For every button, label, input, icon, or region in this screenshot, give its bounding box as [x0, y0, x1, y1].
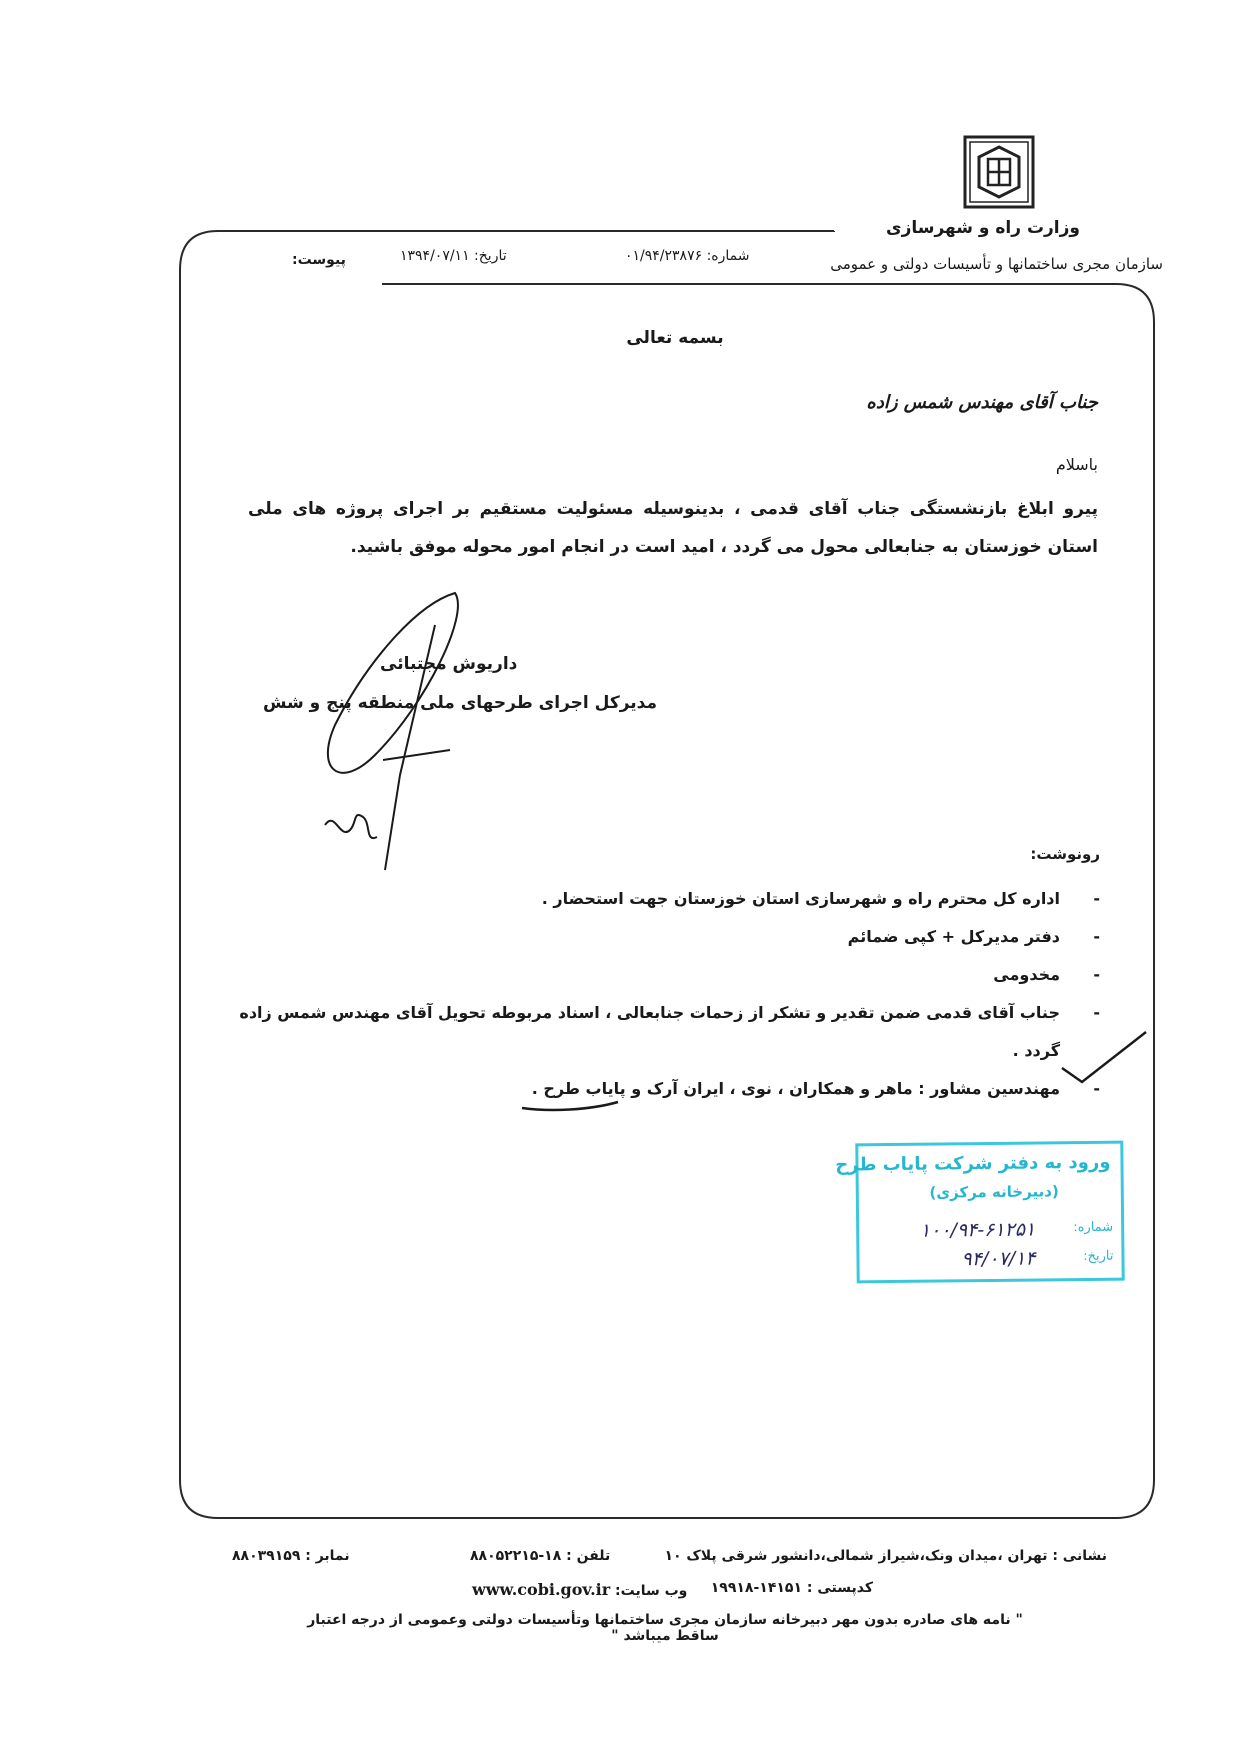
letter-number-value: ۰۱/۹۴/۲۳۸۷۶ [625, 248, 703, 264]
stamp-date-label: تاریخ: [1083, 1248, 1114, 1265]
copies-label: رونوشت: [1030, 845, 1100, 863]
letter-number [625, 248, 749, 264]
check-mark-icon [1060, 1030, 1148, 1086]
footer-postal-code: کدپستی : ۱۴۱۵۱-۱۹۹۱۸ [710, 1580, 873, 1596]
letter-date-value: ۱۳۹۴/۰۷/۱۱ [400, 248, 470, 264]
stamp-number-label: شماره: [1073, 1219, 1114, 1236]
basmala-heading: بسمه تعالی [626, 328, 724, 348]
receipt-stamp [835, 1141, 1124, 1284]
footer-website-label: وب سایت: [615, 1583, 688, 1599]
organization-name: سازمان مجری ساختمانها و تأسیسات دولتی و عمومی [830, 255, 1163, 273]
ministry-name: وزارت راه و شهرسازی [885, 218, 1080, 238]
stamp-title: ورود به دفتر شرکت پایاب طرح [835, 1151, 1111, 1176]
recipient-line: جناب آقای مهندس شمس زاده [866, 392, 1098, 413]
copy-item: - مهندسین مشاور : ماهر و همکاران ، نوی ، ایران آرک و پایاب طرح . [531, 1079, 1100, 1098]
copy-item: - مخدومی [993, 965, 1100, 984]
signatory-title: مدیرکل اجرای طرحهای ملی منطقه پنج و شش [263, 693, 658, 713]
footer-address: نشانی : تهران ،میدان ونک،شیراز شمالی،دانشور شرقی پلاک ۱۰ [664, 1548, 1107, 1564]
copies-list [200, 880, 1100, 1108]
letter-number-label: شماره: [706, 248, 750, 264]
footer-phone: تلفن : ۱۸-۸۸۰۵۲۲۱۵ [470, 1548, 611, 1564]
letter-date-label: تاریخ: [474, 248, 507, 264]
handwritten-underline [520, 1098, 620, 1114]
copy-item: - دفتر مدیرکل + کپی ضمائم [847, 927, 1100, 946]
footer-disclaimer: " نامه های صادره بدون مهر دبیرخانه سازمان مجری ساختمانها وتأسیسات دولتی وعمومی از درجه اعتبار ساقط میباشد " [307, 1612, 1023, 1644]
stamp-date-value: ۹۴/۰۷/۱۴ [961, 1247, 1036, 1271]
stamp-subtitle: (دبیرخانه مرکزی) [929, 1182, 1059, 1202]
letter-body: پیرو ابلاغ بازنشستگی جناب آقای قدمی ، بدینوسیله مسئولیت مستقیم بر اجرای پروژه های ملی استان خوزستان به جنابعالی محول می گردد ، امید است در انجام امور محوله موفق باشید. [248, 499, 1098, 557]
copy-item: - جناب آقای قدمی ضمن تقدیر و تشکر از زحمات جنابعالی ، اسناد مربوطه تحویل آقای مهندس شمس زاده گردد . [239, 1003, 1100, 1060]
ministry-logo [963, 135, 1035, 209]
footer-fax: نمابر : ۸۸۰۳۹۱۵۹ [232, 1548, 350, 1564]
letter-frame [178, 230, 1156, 1520]
signatory-name: داریوش مجتبائی [380, 654, 518, 674]
attachment-label: پیوست: [292, 252, 346, 268]
footer-website [472, 1580, 687, 1599]
greeting-line: باسلام [1055, 455, 1098, 474]
letter-date [400, 248, 507, 264]
handwritten-signature [305, 585, 475, 875]
copy-item: - اداره کل محترم راه و شهرسازی استان خوزستان جهت استحضار . [541, 889, 1100, 908]
stamp-number-value: ۱۰۰/۹۴-۶۱۲۵۱ [919, 1218, 1036, 1242]
footer-website-link[interactable]: www.cobi.gov.ir [472, 1580, 611, 1599]
